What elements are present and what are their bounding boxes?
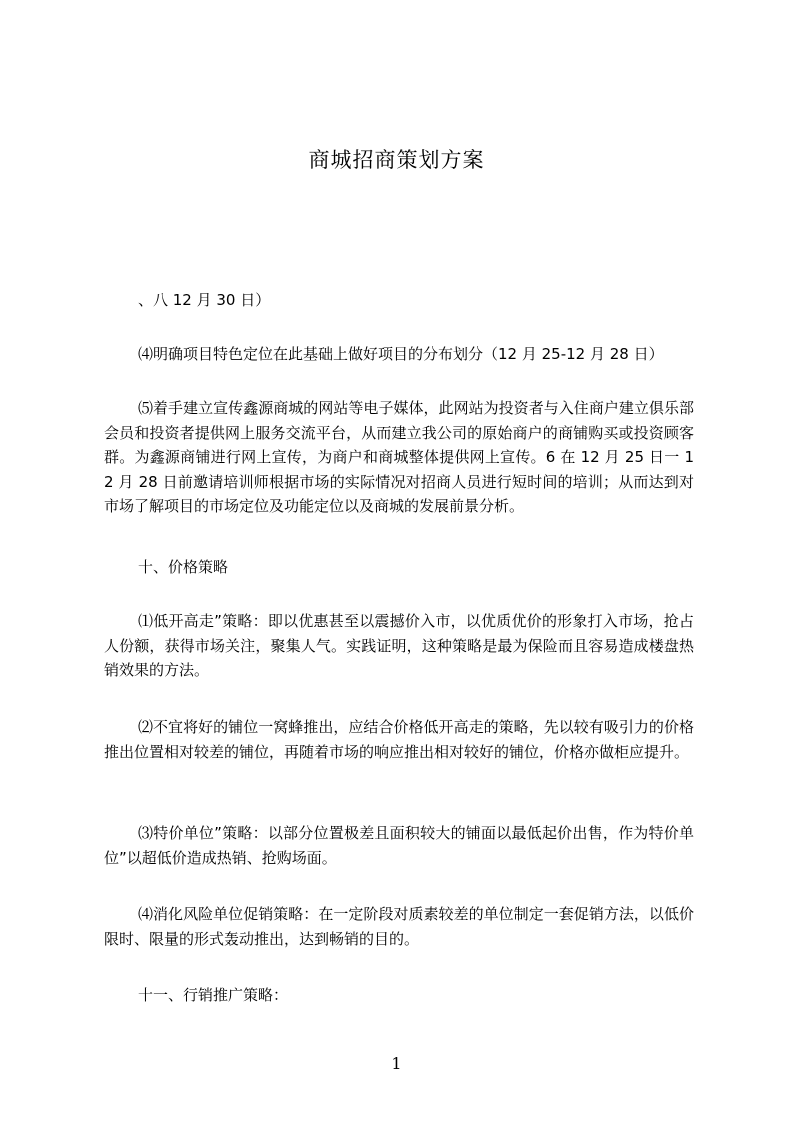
section-heading-marketing-strategy: 十一、行销推广策略： (138, 986, 289, 1004)
paragraph-item-4-positioning: ⑷明确项目特色定位在此基础上做好项目的分布划分（12 月 25-12 月 28 日） (138, 345, 664, 363)
page-number: 1 (391, 1054, 402, 1073)
paragraph-price-item-1: ⑴低开高走”策略：即以优惠甚至以震撼价入市，以优质优价的形象打入市场，抢占人份额，获得市场关注，聚集人气。实践证明，这种策略是最为保险而且容易造成楼盘热销效果的方法。 (104, 612, 694, 679)
document-title: 商城招商策划方案 (308, 148, 485, 172)
paragraph-price-item-2: ⑵不宜将好的铺位一窝蜂推出，应结合价格低开高走的策略，先以较有吸引力的价格推出位置相对较差的铺位，再随着市场的响应推出相对较好的铺位，价格亦做柜应提升。 (104, 718, 694, 761)
paragraph-price-item-3: ⑶特价单位”策略：以部分位置极差且面积较大的铺面以最低起价出售，作为特价单位”以超低价造成热销、抢购场面。 (104, 824, 694, 867)
section-heading-price-strategy: 十、价格策略 (138, 558, 229, 576)
paragraph-date-fragment: 、八 12 月 30 日） (138, 291, 271, 309)
paragraph-item-5-website: ⑸着手建立宣传鑫源商城的网站等电子媒体，此网站为投资者与入住商户建立俱乐部会员和投资者提供网上服务交流平台，从而建立我公司的原始商户的商铺购买或投资顾客群。为鑫源商铺进行网上宣传，为商户和商城整体提供网上宣传。6 在 12 月 25 日一 12 月 28 日前邀请培训师根据市场的实际情况对招商人员进行短时间的培训；从而达到对市场了解项目的市场定位及功能定位以及商城的发展前景分析。 (104, 399, 694, 515)
paragraph-price-item-4: ⑷消化风险单位促销策略：在一定阶段对质素较差的单位制定一套促销方法，以低价限时、限量的形式轰动推出，达到畅销的目的。 (104, 905, 694, 948)
